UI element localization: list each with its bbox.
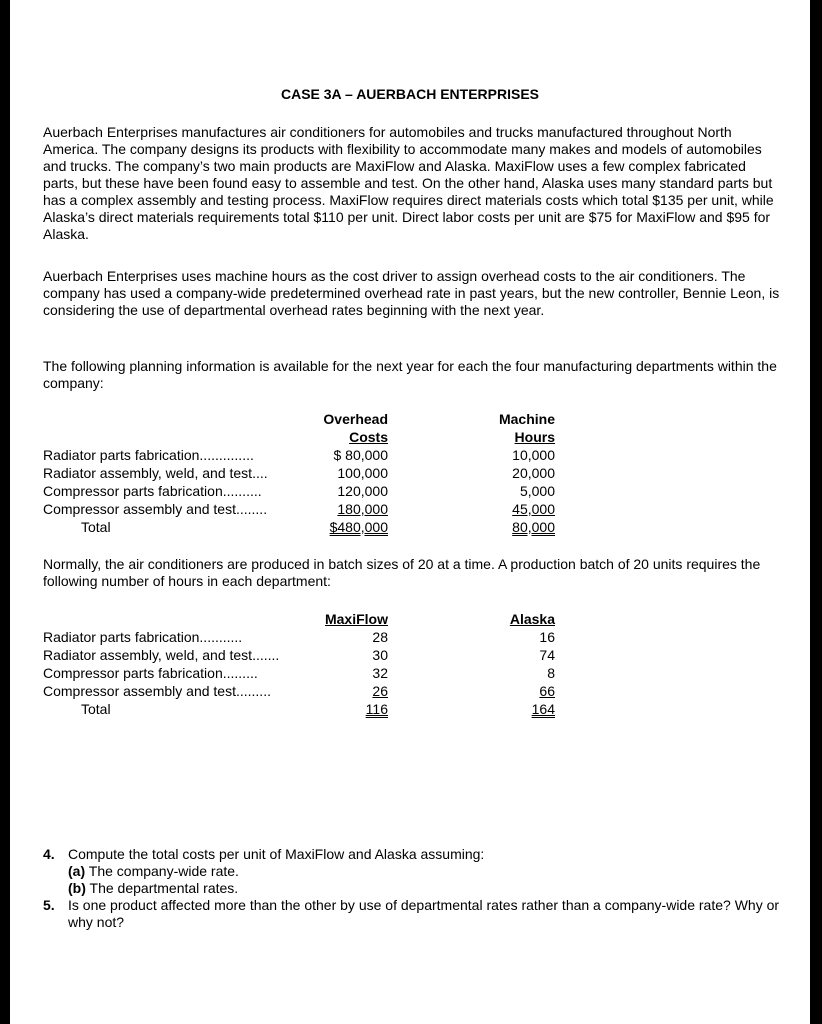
sub-text: The departmental rates. bbox=[89, 880, 239, 896]
total-maxiflow: 116 bbox=[365, 701, 388, 717]
table-row bbox=[43, 500, 783, 518]
total-hours: 80,000 bbox=[512, 519, 555, 535]
paragraph-overhead-method: Auerbach Enterprises uses machine hours as the cost driver to assign overhead costs to the air conditioners. The company has used a company-wide predetermined overhead rate in past years, but the new controller, Bennie Leon, is considering the use of departmental overhead rates beginning with the next year. bbox=[43, 268, 780, 318]
alaska-value: 8 bbox=[547, 665, 555, 681]
hours-value: 10,000 bbox=[512, 447, 555, 463]
question-number: 4. bbox=[43, 846, 55, 862]
batch-hours-table bbox=[43, 610, 783, 718]
table-row bbox=[43, 446, 783, 464]
total-alaska: 164 bbox=[531, 701, 555, 717]
question-text: Is one product affected more than the other by use of departmental rates rather than a company-wide rate? Why or why not? bbox=[68, 897, 780, 930]
hours-value: 45,000 bbox=[512, 501, 555, 517]
maxiflow-value: 28 bbox=[372, 629, 388, 645]
case-title: CASE 3A – AUERBACH ENTERPRISES bbox=[280, 86, 539, 102]
hours-value: 20,000 bbox=[512, 465, 555, 481]
overhead-value: $ 80,000 bbox=[333, 447, 388, 463]
question-number: 5. bbox=[43, 897, 55, 913]
alaska-value: 66 bbox=[539, 683, 555, 699]
machine-header: Machine bbox=[498, 411, 555, 427]
paragraph-batch-info: Normally, the air conditioners are produced in batch sizes of 20 at a time. A production batch of 20 units requires the following number of hours in each department: bbox=[43, 556, 761, 589]
row-label: Compressor parts fabrication......... bbox=[43, 665, 258, 681]
question-text: Compute the total costs per unit of MaxiFlow and Alaska assuming: bbox=[68, 846, 485, 862]
maxiflow-value: 32 bbox=[372, 665, 388, 681]
paragraph-planning-info: The following planning information is available for the next year for each the four manufacturing departments within the company: bbox=[43, 358, 777, 391]
row-label: Compressor parts fabrication.......... bbox=[43, 483, 262, 499]
maxiflow-value: 30 bbox=[372, 647, 388, 663]
total-label: Total bbox=[81, 701, 111, 717]
total-overhead: $480,000 bbox=[329, 519, 388, 535]
maxiflow-header: MaxiFlow bbox=[324, 611, 388, 627]
paragraph-intro: Auerbach Enterprises manufactures air conditioners for automobiles and trucks manufactured throughout North America. The company designs its products with flexibility to accommodate many makes and models of automobiles and trucks. The company’s two main products are MaxiFlow and Alaska. MaxiFlow uses a few complex fabricated parts, but these have been found easy to assemble and test. On the other hand, Alaska uses many standard parts but has a complex assembly and testing process. MaxiFlow requires direct materials costs which total $135 per unit, while Alaska’s direct materials requirements total $110 per unit. Direct labor costs per unit are $75 for MaxiFlow and $95 for Alaska. bbox=[43, 124, 774, 242]
costs-header: Costs bbox=[349, 429, 388, 445]
alaska-value: 16 bbox=[539, 629, 555, 645]
edge-shadow bbox=[0, 720, 10, 780]
question-4a bbox=[43, 863, 788, 880]
table-row bbox=[43, 646, 783, 664]
overhead-header: Overhead bbox=[323, 411, 388, 427]
table-row bbox=[43, 628, 783, 646]
row-label: Compressor assembly and test......... bbox=[43, 683, 271, 699]
alaska-value: 74 bbox=[539, 647, 555, 663]
hours-header: Hours bbox=[514, 429, 555, 445]
question-4 bbox=[43, 846, 788, 863]
sub-label: (b) bbox=[68, 880, 86, 896]
questions-list bbox=[43, 846, 788, 931]
row-label: Radiator assembly, weld, and test.... bbox=[43, 465, 268, 481]
document-page bbox=[10, 0, 810, 1024]
table-row bbox=[43, 482, 783, 500]
table-row bbox=[43, 682, 783, 700]
table-total-row bbox=[43, 700, 783, 718]
table-total-row bbox=[43, 518, 783, 536]
row-label: Compressor assembly and test........ bbox=[43, 501, 268, 517]
maxiflow-value: 26 bbox=[372, 683, 388, 699]
table-row bbox=[43, 464, 783, 482]
alaska-header: Alaska bbox=[509, 611, 555, 627]
row-label: Radiator parts fabrication.............. bbox=[43, 447, 254, 463]
overhead-value: 180,000 bbox=[337, 501, 388, 517]
question-4b bbox=[43, 880, 788, 897]
overhead-value: 120,000 bbox=[337, 483, 388, 499]
overhead-value: 100,000 bbox=[337, 465, 388, 481]
sub-text: The company-wide rate. bbox=[88, 863, 239, 879]
hours-value: 5,000 bbox=[519, 483, 555, 499]
total-label: Total bbox=[81, 519, 111, 535]
question-5 bbox=[43, 897, 788, 931]
row-label: Radiator assembly, weld, and test....... bbox=[43, 647, 280, 663]
overhead-hours-table bbox=[43, 410, 783, 536]
table-row bbox=[43, 664, 783, 682]
row-label: Radiator parts fabrication........... bbox=[43, 629, 243, 645]
sub-label: (a) bbox=[68, 863, 86, 879]
